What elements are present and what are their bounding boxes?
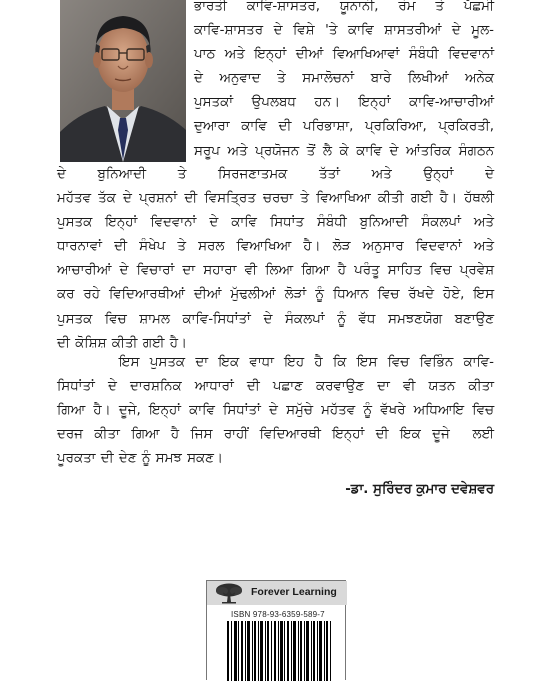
barcode [227, 621, 331, 681]
text-line: ਪੁਸਤਕ ਵਿਚ ਸ਼ਾਮਲ ਕਾਵਿ-ਸਿਧਾਂਤਾਂ ਦੇ ਸੰਕਲਪਾਂ ਨੂੰ ਵੱਧ ਸਮਝਣਯੋਗ ਬਣਾਉਣ [57, 311, 494, 327]
text-line: ਇਸ ਪੁਸਤਕ ਦਾ ਇਕ ਵਾਧਾ ਇਹ ਹੈ ਕਿ ਇਸ ਵਿਚ ਵਿਭਿੰਨ ਕਾਵਿ- [57, 355, 494, 370]
text-line: ਦੇ ਬੁਨਿਆਦੀ ਤੇ ਸਿਰਜਣਾਤਮਕ ਤੱਤਾਂ ਅਤੇ ਉਨ੍ਹਾਂ ਦੇ [57, 167, 494, 182]
isbn-number: ISBN 978-93-6359-589-7 [231, 610, 325, 619]
text-line: ਧਾਰਨਾਵਾਂ ਦੀ ਸੰਖੇਪ ਤੇ ਸਰਲ ਵਿਆਖਿਆ ਹੈ। ਲੋੜ ਅਨੁਸਾਰ ਵਿਦਵਾਨਾਂ ਅਤੇ [57, 239, 494, 255]
publisher-strip [207, 581, 347, 605]
publisher-name: Forever Learning [251, 586, 337, 598]
tree-icon [214, 582, 244, 604]
intro-main-paragraph [57, 163, 494, 356]
author-photo [60, 0, 186, 162]
isbn-block [206, 580, 346, 680]
author-signature: -ਡਾ. ਸੁਰਿੰਦਰ ਕੁਮਾਰ ਦਵੇਸ਼ਵਰ [345, 482, 494, 497]
text-line: ਸਿਧਾਂਤਾਂ ਦੇ ਦਾਰਸ਼ਨਿਕ ਆਧਾਰਾਂ ਦੀ ਪਛਾਣ ਕਰਵਾਉਣ ਦਾ ਵੀ ਯਤਨ ਕੀਤਾ [57, 379, 494, 395]
second-paragraph [57, 351, 494, 471]
text-line: ਦਰਜ ਕੀਤਾ ਗਿਆ ਹੈ ਜਿਸ ਰਾਹੀਂ ਵਿਦਿਆਰਥੀ ਇਨ੍ਹਾਂ ਦੀ ਇਕ ਦੂਜੇ ਲਈ [57, 427, 494, 443]
text-line: ਆਚਾਰੀਆਂ ਦੇ ਵਿਚਾਰਾਂ ਦਾ ਸਹਾਰਾ ਵੀ ਲਿਆ ਗਿਆ ਹੈ ਪਰੰਤੂ ਸਾਹਿਤ ਵਿਚ ਪ੍ਰਵੇਸ਼ [57, 263, 494, 279]
text-line: ਕਰ ਰਹੇ ਵਿਦਿਆਰਥੀਆਂ ਦੀਆਂ ਮੁੱਢਲੀਆਂ ਲੋੜਾਂ ਨੂੰ ਧਿਆਨ ਵਿਚ ਰੱਖਦੇ ਹੋਏ, ਇਸ [57, 287, 494, 303]
text-line: ਪੁਸਤਕਾਂ ਉਪਲਬਧ ਹਨ। ਇਨ੍ਹਾਂ ਕਾਵਿ-ਆਚਾਰੀਆਂ [194, 95, 494, 111]
text-line: ਸਰੂਪ ਅਤੇ ਪ੍ਰਯੋਜਨ ਤੋਂ ਲੈ ਕੇ ਕਾਵਿ ਦੇ ਆਂਤਰਿਕ ਸੰਗਠਨ [194, 143, 494, 159]
text-line: ਦੀ ਕੋਸ਼ਿਸ਼ ਕੀਤੀ ਗਈ ਹੈ। [57, 335, 187, 351]
text-line: ਦੇ ਅਨੁਵਾਦ ਤੇ ਸਮਾਲੋਚਨਾਂ ਬਾਰੇ ਲਿਖੀਆਂ ਅਨੇਕ [194, 71, 494, 87]
text-line: ਕਾਵਿ-ਸ਼ਾਸਤਰ ਦੇ ਵਿਸ਼ੇ 'ਤੇ ਕਾਵਿ ਸ਼ਾਸਤਰੀਆਂ ਦੇ ਮੂਲ- [194, 23, 494, 39]
text-line: ਪੂਰਕਤਾ ਦੀ ਦੇਣ ਨੂੰ ਸਮਝ ਸਕਣ। [57, 451, 223, 467]
text-line: ਮਹੱਤਵ ਤੱਕ ਦੇ ਪ੍ਰਸ਼ਨਾਂ ਦੀ ਵਿਸਤ੍ਰਿਤ ਚਰਚਾ ਤੇ ਵਿਆਖਿਆ ਕੀਤੀ ਗਈ ਹੈ। ਹੱਥਲੀ [57, 191, 494, 207]
text-line: ਪਾਠ ਅਤੇ ਇਨ੍ਹਾਂ ਦੀਆਂ ਵਿਆਖਿਆਵਾਂ ਸੰਬੰਧੀ ਵਿਦਵਾਨਾਂ [194, 47, 494, 63]
text-line: ਭਾਰਤੀ ਕਾਵਿ-ਸ਼ਾਸਤਰ, ਯੂਨਾਨੀ, ਰੋਮ ਤੇ ਪੱਛਮੀ [194, 0, 494, 14]
text-line: ਪੁਸਤਕ ਇਨ੍ਹਾਂ ਵਿਦਵਾਨਾਂ ਦੇ ਕਾਵਿ ਸਿਧਾਂਤ ਸੰਬੰਧੀ ਬੁਨਿਆਦੀ ਸੰਕਲਪਾਂ ਅਤੇ [57, 215, 494, 231]
intro-side-paragraph [194, 0, 494, 164]
text-line: ਗਿਆ ਹੈ। ਦੂਜੇ, ਇਨ੍ਹਾਂ ਕਾਵਿ ਸਿਧਾਂਤਾਂ ਦੇ ਸਮੁੱਚੇ ਮਹੱਤਵ ਨੂੰ ਵੱਖਰੇ ਅਧਿਆਇ ਵਿਚ [57, 403, 494, 419]
text-line: ਦੁਆਰਾ ਕਾਵਿ ਦੀ ਪਰਿਭਾਸ਼ਾ, ਪ੍ਰਕਿਰਿਆ, ਪ੍ਰਕਿਰਤੀ, [194, 119, 494, 135]
